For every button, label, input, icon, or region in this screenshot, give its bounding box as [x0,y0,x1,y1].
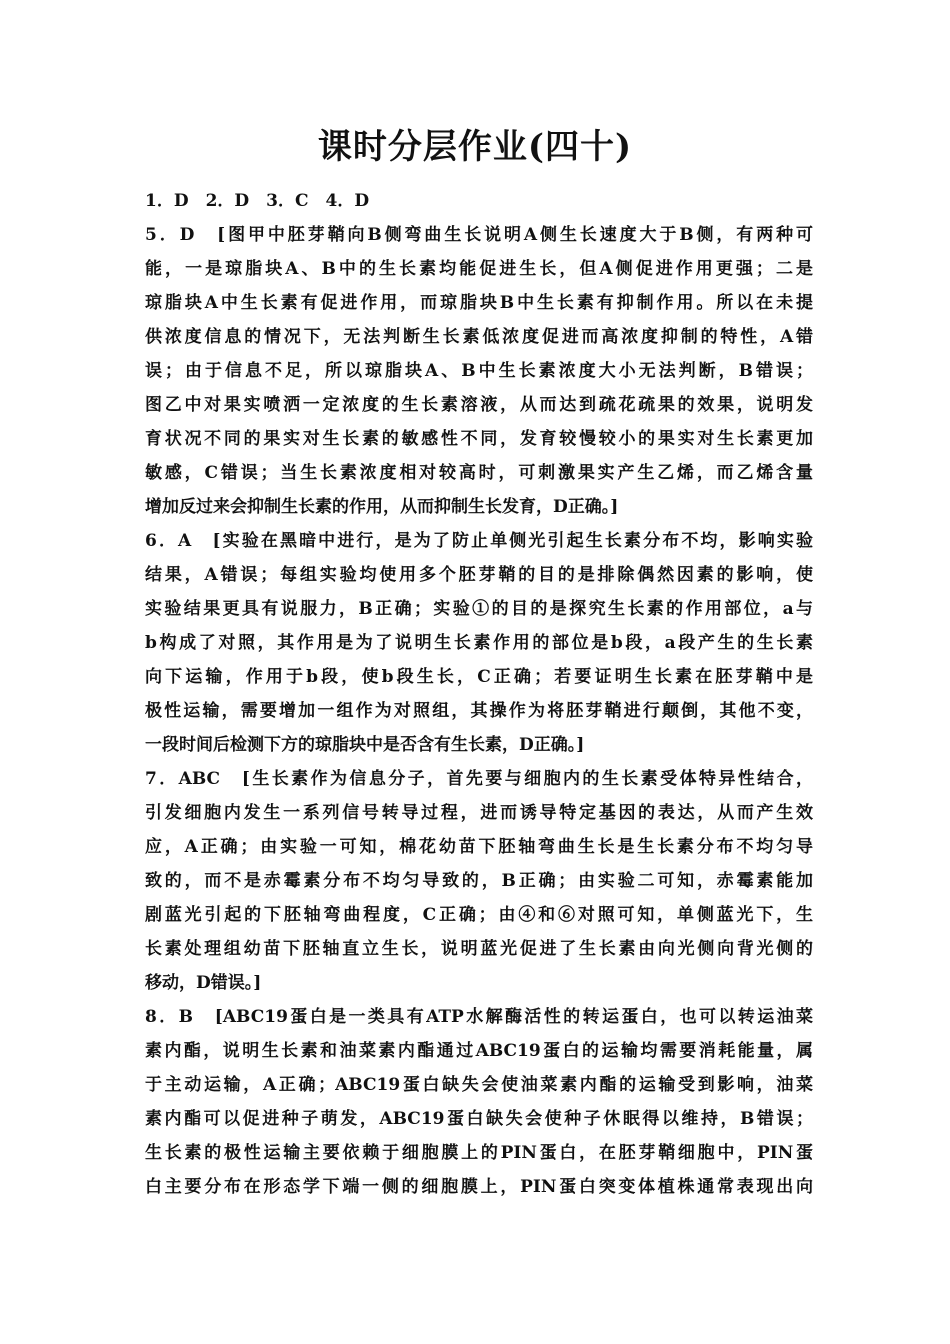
answer-line: 6．A [实验在黑暗中进行，是为了防止单侧光引起生长素分布不均，影响实验 [145,531,813,551]
answer-line: 于主动运输，A正确；ABC19蛋白缺失会使油菜素内酯的运输受到影响，油菜 [145,1075,813,1095]
answer-line: 剧蓝光引起的下胚轴弯曲程度，C正确；由④和⑥对照可知，单侧蓝光下，生 [145,905,813,925]
answer-line: 长素处理组幼苗下胚轴直立生长，说明蓝光促进了生长素由向光侧向背光侧的 [145,939,813,959]
answer-line: 5．D [图甲中胚芽鞘向B侧弯曲生长说明A侧生长速度大于B侧，有两种可 [145,225,813,245]
answer-line: 结果，A错误；每组实验均使用多个胚芽鞘的目的是排除偶然因素的影响，使 [145,565,813,585]
answer-line: 白主要分布在形态学下端一侧的细胞膜上，PIN蛋白突变体植株通常表现出向 [145,1177,813,1197]
answer-line: 敏感，C错误；当生长素浓度相对较高时，可刺激果实产生乙烯，而乙烯含量 [145,463,813,483]
answer-line-short: 1．D 2．D 3．C 4．D [145,191,370,211]
answer-line: 引发细胞内发生一系列信号转导过程，进而诱导特定基因的表达，从而产生效 [145,803,813,823]
answer-line: 移动，D错误。] [145,973,262,993]
answer-line: 实验结果更具有说服力，B正确；实验①的目的是探究生长素的作用部位，a与 [145,599,813,619]
answer-line: 能，一是琼脂块A、B中的生长素均能促进生长，但A侧促进作用更强；二是 [145,259,813,279]
answer-line: 素内酯，说明生长素和油菜素内酯通过ABC19蛋白的运输均需要消耗能量，属 [145,1041,813,1061]
answer-body [145,184,813,1204]
answer-line: 供浓度信息的情况下，无法判断生长素低浓度促进而高浓度抑制的特性，A错 [145,327,813,347]
answer-line: 琼脂块A中生长素有促进作用，而琼脂块B中生长素有抑制作用。所以在未提 [145,293,813,313]
page-title: 课时分层作业(四十) [317,127,633,167]
answer-line: b构成了对照，其作用是为了说明生长素作用的部位是b段，a段产生的生长素 [145,633,813,653]
answer-line: 生长素的极性运输主要依赖于细胞膜上的PIN蛋白，在胚芽鞘细胞中，PIN蛋 [145,1143,813,1163]
answer-line: 7．ABC [生长素作为信息分子，首先要与细胞内的生长素受体特异性结合， [145,769,813,789]
answer-line: 增加反过来会抑制生长素的作用，从而抑制生长发育，D正确。] [145,497,619,517]
answer-line: 极性运输，需要增加一组作为对照组，其操作为将胚芽鞘进行颠倒，其他不变， [145,701,813,721]
answer-line: 图乙中对果实喷洒一定浓度的生长素溶液，从而达到疏花疏果的效果，说明发 [145,395,813,415]
answer-line: 向下运输，作用于b段，使b段生长，C正确；若要证明生长素在胚芽鞘中是 [145,667,813,687]
answer-line: 一段时间后检测下方的琼脂块中是否含有生长素，D正确。] [145,735,585,755]
answer-line: 致的，而不是赤霉素分布不均匀导致的，B正确；由实验二可知，赤霉素能加 [145,871,813,891]
answer-line: 育状况不同的果实对生长素的敏感性不同，发育较慢较小的果实对生长素更加 [145,429,813,449]
answer-line: 8．B [ABC19蛋白是一类具有ATP水解酶活性的转运蛋白，也可以转运油菜 [145,1007,813,1027]
answer-line: 误；由于信息不足，所以琼脂块A、B中生长素浓度大小无法判断，B错误； [145,361,813,381]
answer-line: 素内酯可以促进种子萌发，ABC19蛋白缺失会使种子休眠得以维持，B错误； [145,1109,813,1129]
answer-line: 应，A正确；由实验一可知，棉花幼苗下胚轴弯曲生长是生长素分布不均匀导 [145,837,813,857]
